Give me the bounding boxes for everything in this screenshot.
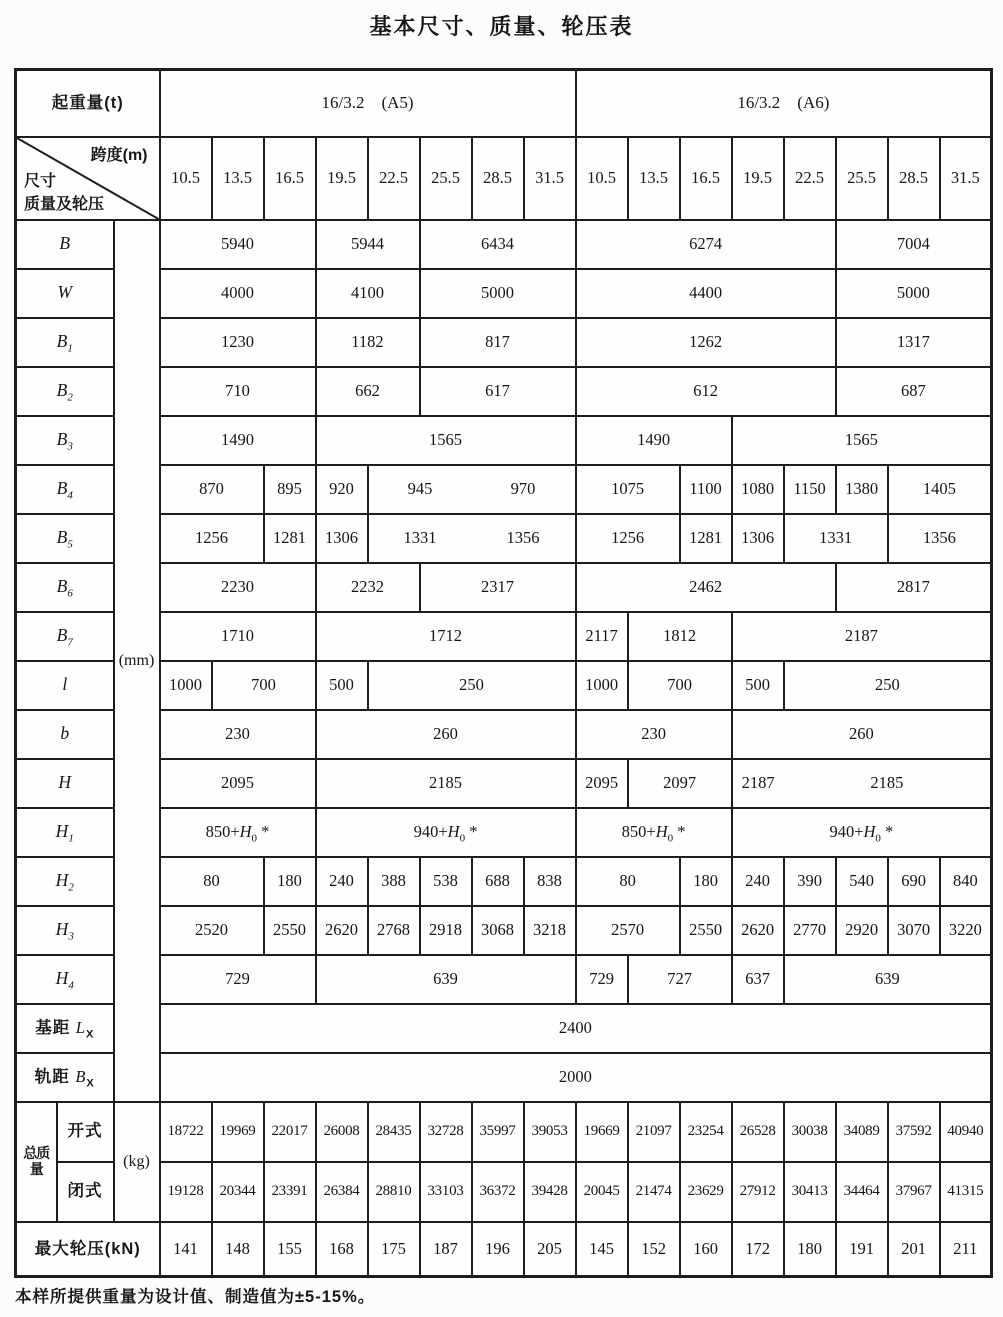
unit-mm: (mm): [114, 220, 160, 1102]
table-row: [16, 563, 992, 612]
row-label: $H_1$: [16, 808, 114, 857]
wheel-value: 141: [160, 1222, 212, 1277]
table-row: [16, 1222, 992, 1277]
mass-value: 19128: [160, 1162, 212, 1222]
value-cell: 662: [316, 367, 420, 416]
value-cell: 1490: [160, 416, 316, 465]
span-header: 16.5: [680, 137, 732, 220]
mass-value: 36372: [472, 1162, 524, 1222]
row-label: H: [16, 759, 114, 808]
value-cell: 1256: [576, 514, 680, 563]
value-cell: 5000: [420, 269, 576, 318]
value-cell: 1317: [836, 318, 992, 367]
table-row: [16, 612, 992, 661]
value-cell: 2317: [420, 563, 576, 612]
value-cell: 2520: [160, 906, 264, 955]
value-cell: 1262: [576, 318, 836, 367]
value-cell: 2918: [420, 906, 472, 955]
value-cell: $940+H_0$ *: [732, 808, 992, 857]
row-label: $B_4$: [16, 465, 114, 514]
mass-type-label: 闭式: [57, 1162, 114, 1222]
mass-value: 34089: [836, 1102, 888, 1162]
value-cell: 4100: [316, 269, 420, 318]
value-cell: 1565: [316, 416, 576, 465]
value-cell: 5944: [316, 220, 420, 269]
value-cell: 2570: [576, 906, 680, 955]
span-header: 25.5: [420, 137, 472, 220]
mass-value: 23391: [264, 1162, 316, 1222]
value-cell: 5000: [836, 269, 992, 318]
value-cell: 2095: [160, 759, 316, 808]
mass-value: 35997: [472, 1102, 524, 1162]
value-cell: 710: [160, 367, 316, 416]
value-cell: $940+H_0$ *: [316, 808, 576, 857]
value-cell: 1380: [836, 465, 888, 514]
value-cell: 840: [940, 857, 992, 906]
value-cell: 1331: [784, 514, 888, 563]
row-label: 轨距 $B_X$: [16, 1053, 114, 1102]
value-cell: 1182: [316, 318, 420, 367]
value-cell: 6434: [420, 220, 576, 269]
table-row: [16, 857, 992, 906]
wheel-value: 168: [316, 1222, 368, 1277]
value-cell: 500: [316, 661, 368, 710]
mass-value: 30413: [784, 1162, 836, 1222]
row-label: $B_7$: [16, 612, 114, 661]
value-cell: 2550: [264, 906, 316, 955]
row-label: $H_2$: [16, 857, 114, 906]
value-cell: 688: [472, 857, 524, 906]
span-header: 16.5: [264, 137, 316, 220]
value-cell: 250: [784, 661, 992, 710]
table-row: [16, 1053, 992, 1102]
wheel-value: 175: [368, 1222, 420, 1277]
value-cell: 2620: [732, 906, 784, 955]
row-label: $B_2$: [16, 367, 114, 416]
value-cell: 3068: [472, 906, 524, 955]
mass-value: 22017: [264, 1102, 316, 1162]
value-cell: 1712: [316, 612, 576, 661]
value-cell: 250: [368, 661, 576, 710]
value-cell: 80: [160, 857, 264, 906]
value-cell: 3218: [524, 906, 576, 955]
table-row: [16, 1004, 992, 1053]
row-label: $B_5$: [16, 514, 114, 563]
value-cell: 729: [576, 955, 628, 1004]
spec-table: [14, 68, 993, 1278]
span-header: 19.5: [732, 137, 784, 220]
value-cell: 2095: [576, 759, 628, 808]
value-cell: 230: [160, 710, 316, 759]
value-cell: 180: [264, 857, 316, 906]
value-cell: 260: [316, 710, 576, 759]
value-cell: 945: [368, 465, 472, 514]
table-row: [16, 710, 992, 759]
value-cell: 1230: [160, 318, 316, 367]
wheel-value: 152: [628, 1222, 680, 1277]
wheel-value: 160: [680, 1222, 732, 1277]
span-header: 28.5: [472, 137, 524, 220]
mass-value: 28435: [368, 1102, 420, 1162]
value-cell: 2920: [836, 906, 888, 955]
mass-value: 39428: [524, 1162, 576, 1222]
mass-value: 18722: [160, 1102, 212, 1162]
value-cell: 2097: [628, 759, 732, 808]
table-row: [16, 367, 992, 416]
span-header: 22.5: [784, 137, 836, 220]
value-cell: 2000: [160, 1053, 992, 1102]
value-cell: 817: [420, 318, 576, 367]
span-header: 31.5: [940, 137, 992, 220]
value-cell: 1075: [576, 465, 680, 514]
span-header: 25.5: [836, 137, 888, 220]
value-cell: 1100: [680, 465, 732, 514]
mass-value: 28810: [368, 1162, 420, 1222]
value-cell: 4400: [576, 269, 836, 318]
group-header-a6: 16/3.2 (A6): [576, 70, 992, 137]
row-label: b: [16, 710, 114, 759]
mass-value: 26384: [316, 1162, 368, 1222]
mass-value: 39053: [524, 1102, 576, 1162]
mass-group-label: 总质量: [16, 1102, 57, 1222]
value-cell: 2187: [732, 612, 992, 661]
value-cell: 2232: [316, 563, 420, 612]
span-header: 10.5: [576, 137, 628, 220]
value-cell: 388: [368, 857, 420, 906]
wheel-value: 148: [212, 1222, 264, 1277]
mass-value: 21474: [628, 1162, 680, 1222]
row-label: l: [16, 661, 114, 710]
corner-cell: [16, 137, 160, 220]
value-cell: 2620: [316, 906, 368, 955]
value-cell: 240: [316, 857, 368, 906]
value-cell: 1150: [784, 465, 836, 514]
mass-value: 40940: [940, 1102, 992, 1162]
span-header: 31.5: [524, 137, 576, 220]
value-cell: 1281: [264, 514, 316, 563]
value-cell: 690: [888, 857, 940, 906]
value-cell: 727: [628, 955, 732, 1004]
value-cell: 1000: [160, 661, 212, 710]
value-cell: 2462: [576, 563, 836, 612]
value-cell: 687: [836, 367, 992, 416]
value-cell: 612: [576, 367, 836, 416]
table-row: [16, 759, 992, 808]
value-cell: 80: [576, 857, 680, 906]
value-cell: 1306: [732, 514, 784, 563]
value-cell: 920: [316, 465, 368, 514]
value-cell: 2185: [784, 759, 992, 808]
value-cell: 4000: [160, 269, 316, 318]
table-row: [16, 137, 992, 220]
mass-value: 26008: [316, 1102, 368, 1162]
wheel-value: 211: [940, 1222, 992, 1277]
value-cell: 2230: [160, 563, 316, 612]
table-row: [16, 220, 992, 269]
capacity-header: 起重量(t): [16, 70, 160, 137]
value-cell: 1356: [888, 514, 992, 563]
table-row: [16, 1162, 992, 1222]
value-cell: 2550: [680, 906, 732, 955]
table-row: [16, 1102, 992, 1162]
table-row: [16, 318, 992, 367]
mass-value: 30038: [784, 1102, 836, 1162]
value-cell: 1405: [888, 465, 992, 514]
mass-value: 41315: [940, 1162, 992, 1222]
value-cell: 2185: [316, 759, 576, 808]
value-cell: 1256: [160, 514, 264, 563]
mass-value: 20344: [212, 1162, 264, 1222]
corner-mass-label: 质量及轮压: [24, 195, 105, 213]
mass-value: 33103: [420, 1162, 472, 1222]
table-row: [16, 269, 992, 318]
table-row: [16, 70, 992, 137]
wheel-value: 201: [888, 1222, 940, 1277]
wheel-value: 155: [264, 1222, 316, 1277]
value-cell: 5940: [160, 220, 316, 269]
value-cell: 500: [732, 661, 784, 710]
table-row: [16, 906, 992, 955]
value-cell: 639: [316, 955, 576, 1004]
wheel-value: 180: [784, 1222, 836, 1277]
value-cell: 2117: [576, 612, 628, 661]
table-row: [16, 465, 992, 514]
table-row: [16, 661, 992, 710]
value-cell: 260: [732, 710, 992, 759]
wheel-value: 191: [836, 1222, 888, 1277]
wheel-value: 196: [472, 1222, 524, 1277]
mass-value: 20045: [576, 1162, 628, 1222]
value-cell: 7004: [836, 220, 992, 269]
value-cell: 1281: [680, 514, 732, 563]
value-cell: 1356: [472, 514, 576, 563]
span-header: 10.5: [160, 137, 212, 220]
span-header: 28.5: [888, 137, 940, 220]
wheel-value: 187: [420, 1222, 472, 1277]
group-header-a5: 16/3.2 (A5): [160, 70, 576, 137]
span-header: 22.5: [368, 137, 420, 220]
page-title: 基本尺寸、质量、轮压表: [369, 14, 634, 39]
value-cell: 2187: [732, 759, 784, 808]
value-cell: 970: [472, 465, 576, 514]
value-cell: 895: [264, 465, 316, 514]
mass-value: 34464: [836, 1162, 888, 1222]
span-header: 13.5: [212, 137, 264, 220]
value-cell: 639: [784, 955, 992, 1004]
value-cell: 2400: [160, 1004, 992, 1053]
value-cell: 3220: [940, 906, 992, 955]
value-cell: 700: [212, 661, 316, 710]
mass-type-label: 开式: [57, 1102, 114, 1162]
value-cell: 1331: [368, 514, 472, 563]
row-label: W: [16, 269, 114, 318]
table-row: [16, 514, 992, 563]
mass-value: 19969: [212, 1102, 264, 1162]
value-cell: 6274: [576, 220, 836, 269]
value-cell: 230: [576, 710, 732, 759]
value-cell: 838: [524, 857, 576, 906]
wheel-value: 205: [524, 1222, 576, 1277]
value-cell: 390: [784, 857, 836, 906]
mass-value: 26528: [732, 1102, 784, 1162]
mass-value: 37967: [888, 1162, 940, 1222]
value-cell: $850+H_0$ *: [576, 808, 732, 857]
wheel-value: 172: [732, 1222, 784, 1277]
corner-span-label: 跨度(m): [90, 146, 148, 164]
value-cell: 538: [420, 857, 472, 906]
value-cell: 2817: [836, 563, 992, 612]
value-cell: 1565: [732, 416, 992, 465]
footnote: 本样所提供重量为设计值、制造值为±5-15%。: [15, 1288, 376, 1306]
value-cell: 3070: [888, 906, 940, 955]
row-label: $B_3$: [16, 416, 114, 465]
mass-value: 27912: [732, 1162, 784, 1222]
value-cell: $850+H_0$ *: [160, 808, 316, 857]
unit-kg: (kg): [114, 1102, 160, 1222]
row-label: $H_3$: [16, 906, 114, 955]
mass-value: 37592: [888, 1102, 940, 1162]
mass-value: 19669: [576, 1102, 628, 1162]
span-header: 13.5: [628, 137, 680, 220]
value-cell: 240: [732, 857, 784, 906]
row-label: $H_4$: [16, 955, 114, 1004]
value-cell: 1000: [576, 661, 628, 710]
value-cell: 1080: [732, 465, 784, 514]
value-cell: 870: [160, 465, 264, 514]
mass-value: 32728: [420, 1102, 472, 1162]
mass-value: 23254: [680, 1102, 732, 1162]
value-cell: 637: [732, 955, 784, 1004]
row-label: $B_1$: [16, 318, 114, 367]
value-cell: 2770: [784, 906, 836, 955]
corner-dim-label: 尺寸: [24, 172, 57, 190]
span-header: 19.5: [316, 137, 368, 220]
table-row: [16, 808, 992, 857]
value-cell: 700: [628, 661, 732, 710]
mass-value: 23629: [680, 1162, 732, 1222]
wheel-value: 145: [576, 1222, 628, 1277]
value-cell: 1490: [576, 416, 732, 465]
value-cell: 729: [160, 955, 316, 1004]
value-cell: 617: [420, 367, 576, 416]
value-cell: 1812: [628, 612, 732, 661]
value-cell: 180: [680, 857, 732, 906]
value-cell: 540: [836, 857, 888, 906]
mass-value: 21097: [628, 1102, 680, 1162]
value-cell: 1306: [316, 514, 368, 563]
value-cell: 1710: [160, 612, 316, 661]
row-label: $B_6$: [16, 563, 114, 612]
table-row: [16, 955, 992, 1004]
value-cell: 2768: [368, 906, 420, 955]
row-label: B: [16, 220, 114, 269]
row-label: 基距 $L_X$: [16, 1004, 114, 1053]
table-row: [16, 416, 992, 465]
wheel-label: 最大轮压(kN): [16, 1222, 160, 1277]
